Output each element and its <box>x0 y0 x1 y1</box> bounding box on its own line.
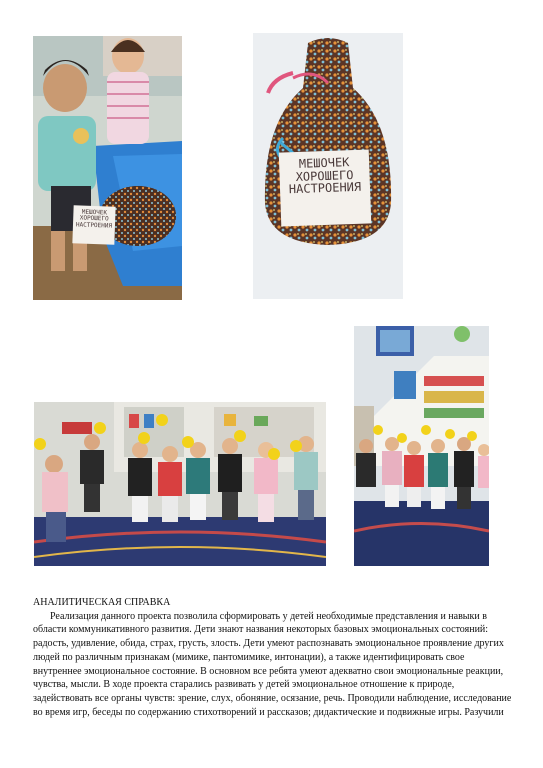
bag-label-line: ХОРОШЕГО <box>79 214 109 223</box>
bag-label-line: ХОРОШЕГО <box>295 167 354 184</box>
photo-children-with-bag <box>33 36 182 300</box>
photo-group-classroom <box>354 326 489 566</box>
bag-label-line: НАСТРОЕНИЯ <box>288 179 362 197</box>
photo-group-with-smileys <box>34 402 326 566</box>
report-heading: АНАЛИТИЧЕСКАЯ СПРАВКА <box>33 597 171 608</box>
bag-label-line: НАСТРОЕНИЯ <box>75 220 113 230</box>
bag-label-large <box>279 149 372 226</box>
bag-label-line: МЕШОЧЕК <box>298 155 350 171</box>
report-body: Реализация данного проекта позволила сформировать у детей необходимые представления и навыки в области коммуникативного развития. Дети знают названия некоторых базовых эмоциональных состояний: радость, удивление, обида, страх, грусть, злость. Дети умеют распознавать эмоциональное проявление других людей по различным признакам (мимике, пантомимике, интонации), а также идентифицировать свое внутреннее эмоциональное состояние. В основном все ребята умеют адекватно свои эмоциональные реакции, чувства, мысли. В ходе проекта старались развивать у детей эмоциональное отношение к природе, задействовать все органы чувств: зрение, слух, обоняние, осязание, речь. Проводили наблюдение, исследование во время игр, беседы по содержанию стихотворений и рассказов; дидактические и подвижные игры. Разучили <box>33 610 512 718</box>
bag-label-small <box>72 205 115 244</box>
photo-mood-bag <box>253 33 403 299</box>
bag-label-line: МЕШОЧЕК <box>81 208 108 217</box>
analytical-report <box>33 596 515 719</box>
